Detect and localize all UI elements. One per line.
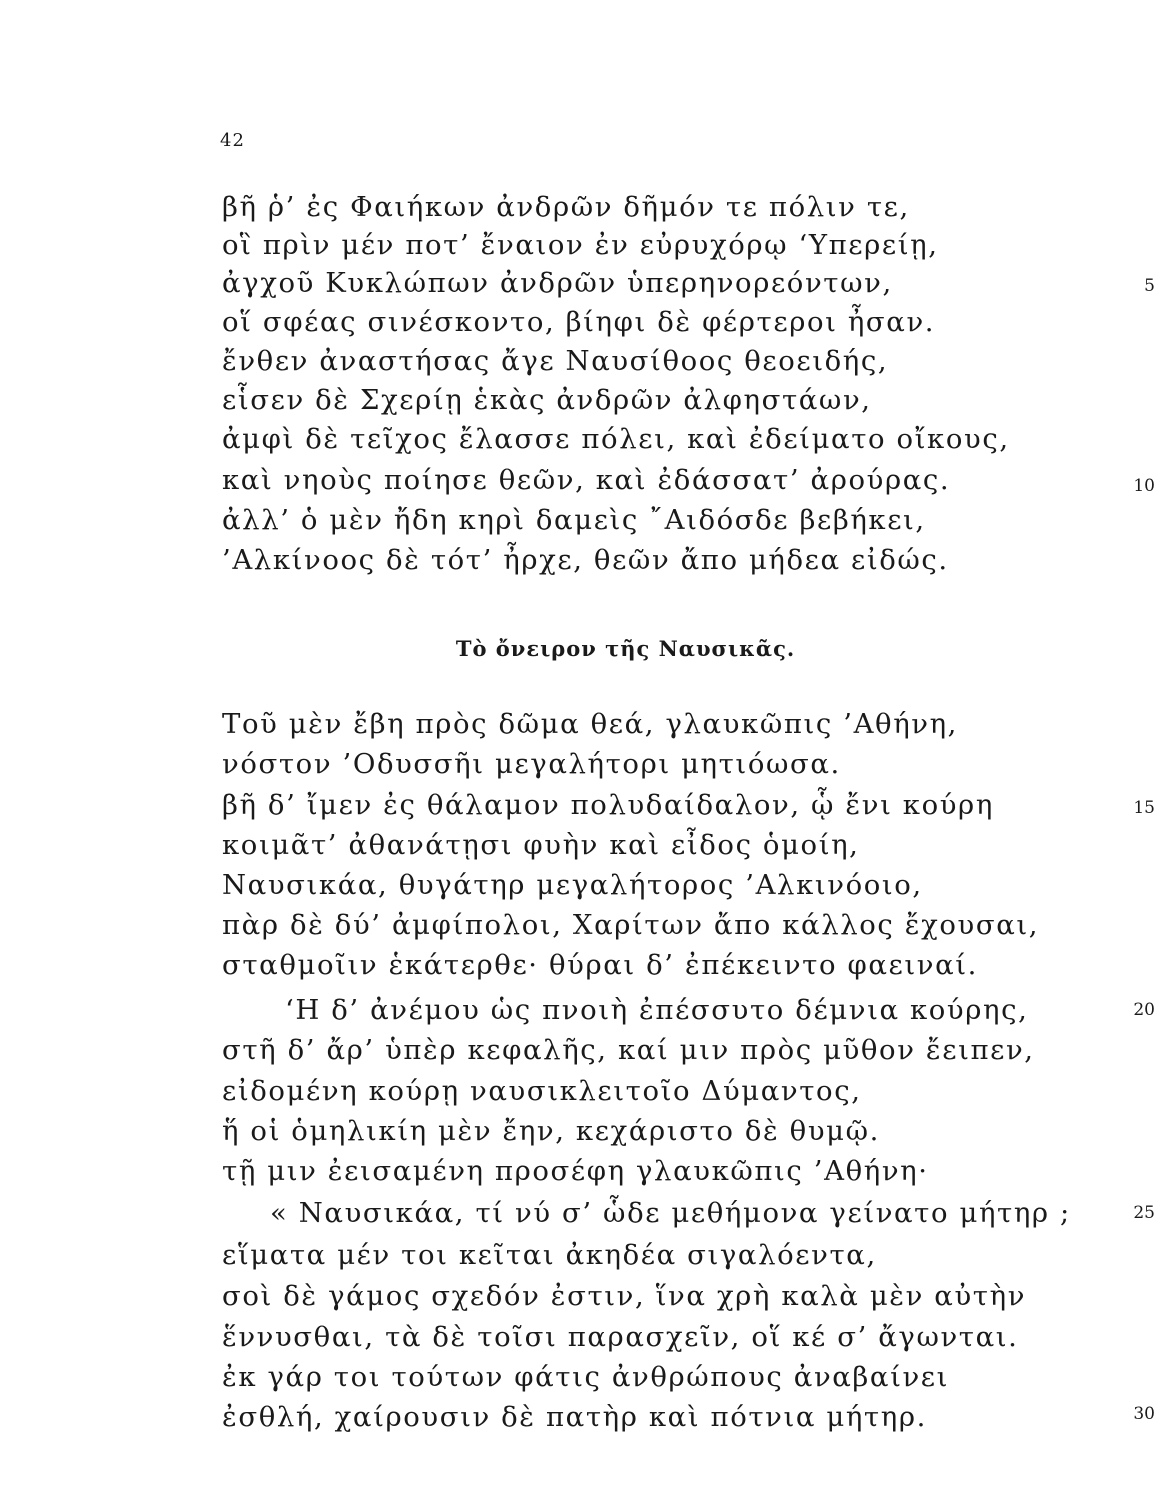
verse-line: νόστον ’Οδυσσῆι μεγαλήτορι μητιόωσα. bbox=[222, 748, 841, 780]
verse-line: ἕννυσθαι, τὰ δὲ τοῖσι παρασχεῖν, οἵ κέ σ’ ἄγωνται. bbox=[222, 1321, 1019, 1353]
section-heading: Τὸ ὄνειρον τῆς Ναυσικᾶς. bbox=[455, 636, 796, 661]
line-number: 20 bbox=[1133, 1000, 1155, 1020]
verse-line: « Ναυσικάα, τί νύ σ’ ὧδε μεθήμονα γείνατο μήτηρ ; bbox=[270, 1197, 1071, 1229]
verse-line: σταθμοῖιν ἑκάτερθε· θύραι δ’ ἐπέκειντο φαειναί. bbox=[222, 949, 978, 981]
line-number: 10 bbox=[1133, 476, 1155, 496]
verse-line: ἀγχοῦ Κυκλώπων ἀνδρῶν ὑπερηνορεόντων, bbox=[222, 267, 893, 299]
line-number: 5 bbox=[1144, 276, 1155, 296]
verse-line: ἀμφὶ δὲ τεῖχος ἔλασσε πόλει, καὶ ἐδείματο οἴκους, bbox=[222, 423, 1010, 455]
verse-line: ἔνθεν ἀναστήσας ἄγε Ναυσίθοος θεοειδής, bbox=[222, 345, 889, 377]
verse-line: καὶ νηοὺς ποίησε θεῶν, καὶ ἐδάσσατ’ ἀρούρας. bbox=[222, 464, 951, 496]
line-number: 15 bbox=[1133, 798, 1155, 818]
verse-line: κοιμᾶτ’ ἀθανάτῃσι φυὴν καὶ εἶδος ὁμοίη, bbox=[222, 829, 860, 861]
verse-line: ἥ οἱ ὁμηλικίη μὲν ἔην, κεχάριστο δὲ θυμῷ. bbox=[222, 1115, 880, 1147]
verse-line: ’Αλκίνοος δὲ τότ’ ἦρχε, θεῶν ἄπο μήδεα εἰδώς. bbox=[222, 544, 949, 576]
verse-line: στῆ δ’ ἄρ’ ὑπὲρ κεφαλῆς, καί μιν πρὸς μῦθον ἔειπεν, bbox=[222, 1034, 1035, 1066]
line-number: 25 bbox=[1133, 1203, 1155, 1223]
verse-line: βῆ δ’ ἴμεν ἐς θάλαμον πολυδαίδαλον, ᾧ ἔνι κούρη bbox=[222, 789, 994, 821]
verse-line: πὰρ δὲ δύ’ ἀμφίπολοι, Χαρίτων ἄπο κάλλος ἔχουσαι, bbox=[222, 909, 1040, 941]
verse-line: οἵ σφέας σινέσκοντο, βίηφι δὲ φέρτεροι ἦσαν. bbox=[222, 306, 936, 338]
verse-line: ἐκ γάρ τοι τούτων φάτις ἀνθρώπους ἀναβαίνει bbox=[222, 1361, 950, 1393]
verse-line: οἳ πρὶν μέν ποτ’ ἔναιον ἐν εὐρυχόρῳ ‘Υπερείῃ, bbox=[222, 229, 939, 261]
verse-line: Ναυσικάα, θυγάτηρ μεγαλήτορος ’Αλκινόοιο, bbox=[222, 869, 923, 901]
page-number: 42 bbox=[220, 130, 245, 151]
verse-line: βῆ ῥ’ ἐς Φαιήκων ἀνδρῶν δῆμόν τε πόλιν τε, bbox=[222, 191, 910, 223]
line-number: 30 bbox=[1133, 1404, 1155, 1424]
verse-line: ἀλλ’ ὁ μὲν ἤδη κηρὶ δαμεὶς ῎Αιδόσδε βεβήκει, bbox=[222, 504, 926, 536]
verse-line: ‘Η δ’ ἀνέμου ὡς πνοιὴ ἐπέσσυτο δέμνια κούρης, bbox=[285, 994, 1029, 1026]
verse-line: τῇ μιν ἐεισαμένη προσέφη γλαυκῶπις ’Αθήνη· bbox=[222, 1155, 929, 1187]
verse-line: εἵματα μέν τοι κεῖται ἀκηδέα σιγαλόεντα, bbox=[222, 1239, 877, 1271]
verse-line: εἷσεν δὲ Σχερίῃ ἑκὰς ἀνδρῶν ἀλφηστάων, bbox=[222, 384, 872, 416]
verse-line: ἐσθλή, χαίρουσιν δὲ πατὴρ καὶ πότνια μήτηρ. bbox=[222, 1401, 927, 1433]
verse-line: εἰδομένη κούρῃ ναυσικλειτοῖο Δύμαντος, bbox=[222, 1075, 862, 1107]
verse-line: σοὶ δὲ γάμος σχεδόν ἐστιν, ἵνα χρὴ καλὰ μὲν αὐτὴν bbox=[222, 1280, 1027, 1312]
verse-line: Τοῦ μὲν ἔβη πρὸς δῶμα θεά, γλαυκῶπις ’Αθήνη, bbox=[222, 708, 959, 740]
